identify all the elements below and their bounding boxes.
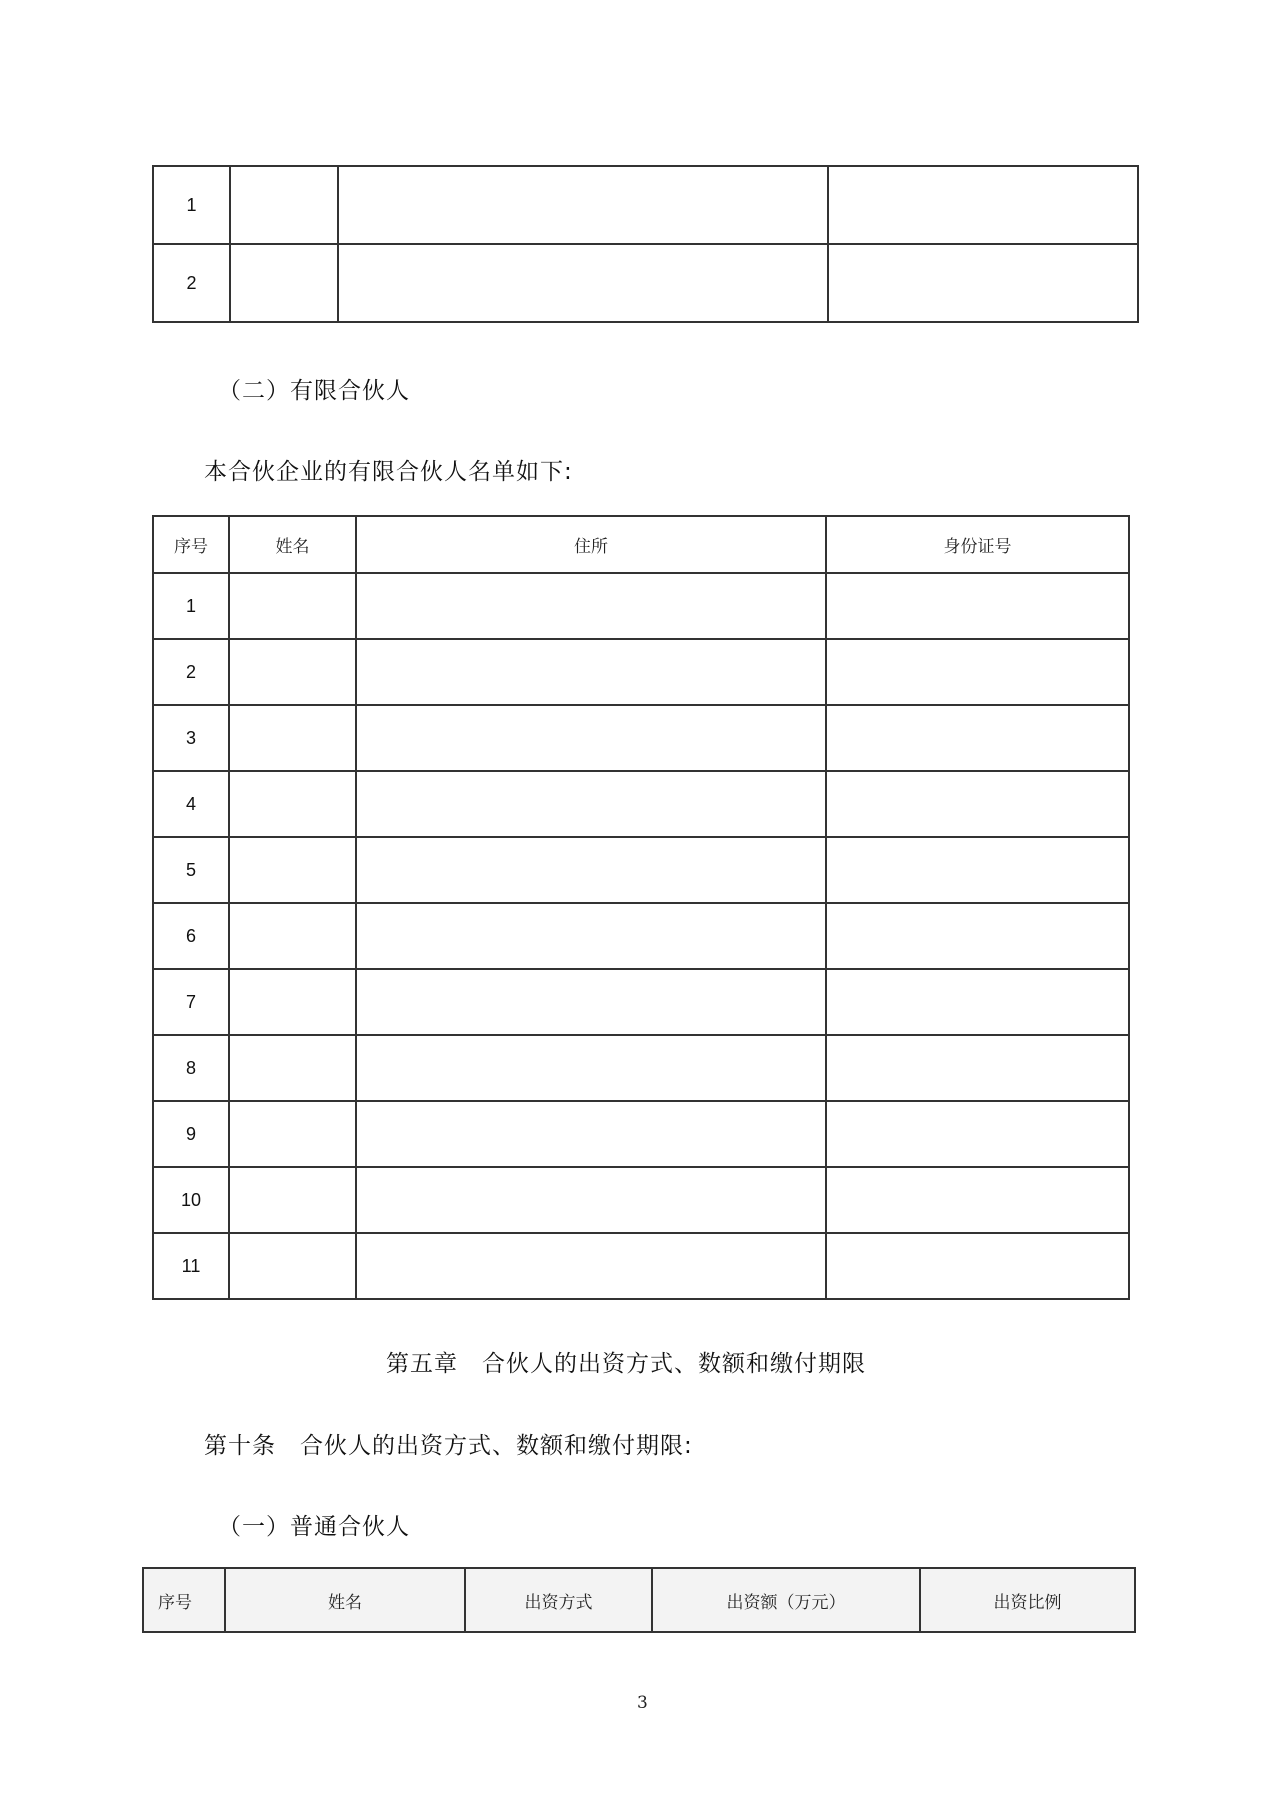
address-cell [356,705,826,771]
name-cell [230,244,338,322]
id-cell [828,244,1138,322]
id-cell [828,166,1138,244]
address-cell [338,166,828,244]
row-number: 1 [153,573,229,639]
general-partner-heading: （一）普通合伙人 [218,1514,410,1540]
row-number: 2 [153,244,230,322]
name-cell [229,1167,356,1233]
id-cell [826,903,1129,969]
name-cell [229,639,356,705]
id-cell [826,1167,1129,1233]
limited-partner-intro: 本合伙企业的有限合伙人名单如下: [204,459,573,485]
name-cell [229,837,356,903]
id-cell [826,573,1129,639]
table-row [153,1167,1129,1233]
name-cell [229,1035,356,1101]
row-number: 6 [153,903,229,969]
row-number: 1 [153,166,230,244]
id-cell [826,639,1129,705]
name-cell [229,903,356,969]
row-number: 11 [153,1233,229,1299]
id-cell [826,1035,1129,1101]
table-row [153,166,1138,244]
general-partner-table-continued [152,165,1139,323]
address-cell [356,1101,826,1167]
article-ten: 第十条 合伙人的出资方式、数额和缴付期限: [204,1433,693,1459]
row-number: 5 [153,837,229,903]
table-row [153,1233,1129,1299]
name-cell [229,969,356,1035]
row-number: 9 [153,1101,229,1167]
address-cell [356,573,826,639]
header-address: 住所 [356,516,826,573]
id-cell [826,1233,1129,1299]
row-number: 4 [153,771,229,837]
row-number: 3 [153,705,229,771]
id-cell [826,705,1129,771]
name-cell [229,1233,356,1299]
address-cell [338,244,828,322]
limited-partner-heading: （二）有限合伙人 [218,378,410,404]
name-cell [230,166,338,244]
page-number: 3 [637,1693,648,1713]
header-no: 序号 [153,516,229,573]
table-row [153,244,1138,322]
id-cell [826,969,1129,1035]
id-cell [826,771,1129,837]
header-method: 出资方式 [465,1568,652,1632]
header-id: 身份证号 [826,516,1129,573]
header-no: 序号 [143,1568,225,1632]
table-row [153,705,1129,771]
chapter-title: 第五章 合伙人的出资方式、数额和缴付期限 [386,1351,866,1377]
row-number: 8 [153,1035,229,1101]
table-header-row [153,516,1129,573]
header-ratio: 出资比例 [920,1568,1135,1632]
address-cell [356,903,826,969]
row-number: 7 [153,969,229,1035]
name-cell [229,771,356,837]
row-number: 10 [153,1167,229,1233]
contribution-table [142,1567,1136,1633]
table-row [153,1035,1129,1101]
table-row [153,903,1129,969]
header-name: 姓名 [225,1568,465,1632]
table-row [153,771,1129,837]
id-cell [826,837,1129,903]
table-row [153,837,1129,903]
address-cell [356,837,826,903]
name-cell [229,573,356,639]
address-cell [356,1233,826,1299]
table-row [153,969,1129,1035]
table-row [153,639,1129,705]
header-amount: 出资额（万元） [652,1568,920,1632]
address-cell [356,771,826,837]
address-cell [356,1167,826,1233]
address-cell [356,639,826,705]
name-cell [229,1101,356,1167]
address-cell [356,1035,826,1101]
table-header-row [143,1568,1135,1632]
address-cell [356,969,826,1035]
id-cell [826,1101,1129,1167]
row-number: 2 [153,639,229,705]
name-cell [229,705,356,771]
table-row [153,1101,1129,1167]
limited-partner-table [152,515,1130,1300]
table-row [153,573,1129,639]
header-name: 姓名 [229,516,356,573]
